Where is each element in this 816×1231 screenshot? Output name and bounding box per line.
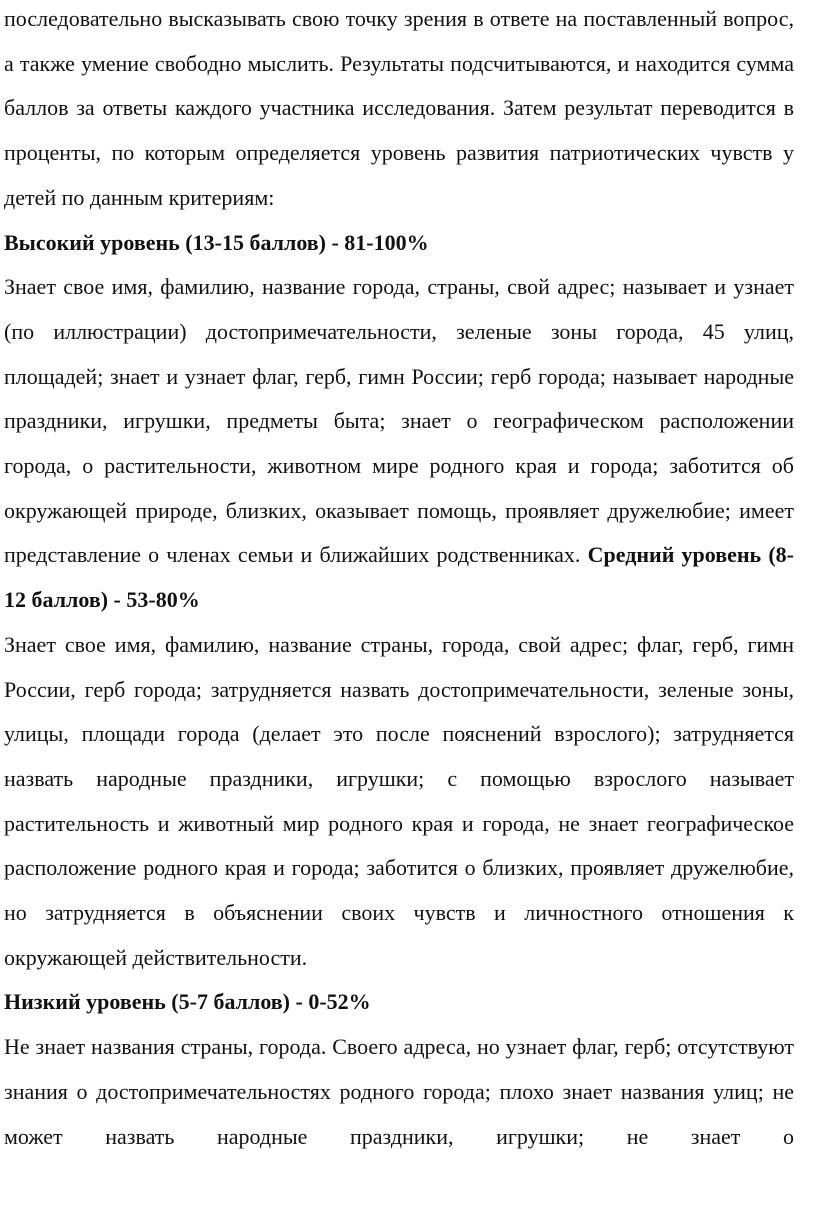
- document-page: [4, 0, 794, 1159]
- medium-level-heading: Средний уровень (8-12 баллов) - 53-80%: [4, 542, 794, 613]
- high-level-paragraph: [4, 265, 794, 623]
- low-level-paragraph: Не знает названия страны, города. Своего адреса, но узнает флаг, герб; отсутствуют знания о достопримечательностях родного города; плохо знает названия улиц; не может назвать народные праздники, игрушки; не знает о: [4, 1034, 794, 1149]
- intro-paragraph: последовательно высказывать свою точку зрения в ответе на поставленный вопрос, а также умение свободно мыслить. Результаты подсчитываются, и находится сумма баллов за ответы каждого участника исследования. Затем результат переводится в проценты, по которым определяется уровень развития патриотических чувств у детей по данным критериям:: [4, 6, 794, 210]
- high-level-heading: Высокий уровень (13-15 баллов) - 81-100%: [4, 229, 429, 255]
- high-level-text: Знает свое имя, фамилию, название города, страны, свой адрес; называет и узнает (по иллюстрации) достопримечательности, зеленые зоны города, 45 улиц, площадей; знает и узнает флаг, герб, гимн России; герб города; называет народные праздники, игрушки, предметы быта; знает о географическом расположении города, о растительности, животном мире родного края и города; заботится об окружающей природе, близких, оказывает помощь, проявляет дружелюбие; имеет представление о членах семьи и ближайших родственниках.: [4, 274, 794, 568]
- medium-level-paragraph: Знает свое имя, фамилию, название страны, города, свой адрес; флаг, герб, гимн России, герб города; затрудняется назвать достопримечательности, зеленые зоны, улицы, площади города (делает это после пояснений взрослого); затрудняется назвать народные праздники, игрушки; с помощью взрослого называет растительность и животный мир родного края и города, не знает географическое расположение родного края и города; заботится о близких, проявляет дружелюбие, но затрудняется в объяснении своих чувств и личностного отношения к окружающей действительности.: [4, 631, 794, 970]
- low-level-heading: Низкий уровень (5-7 баллов) - 0-52%: [4, 989, 371, 1015]
